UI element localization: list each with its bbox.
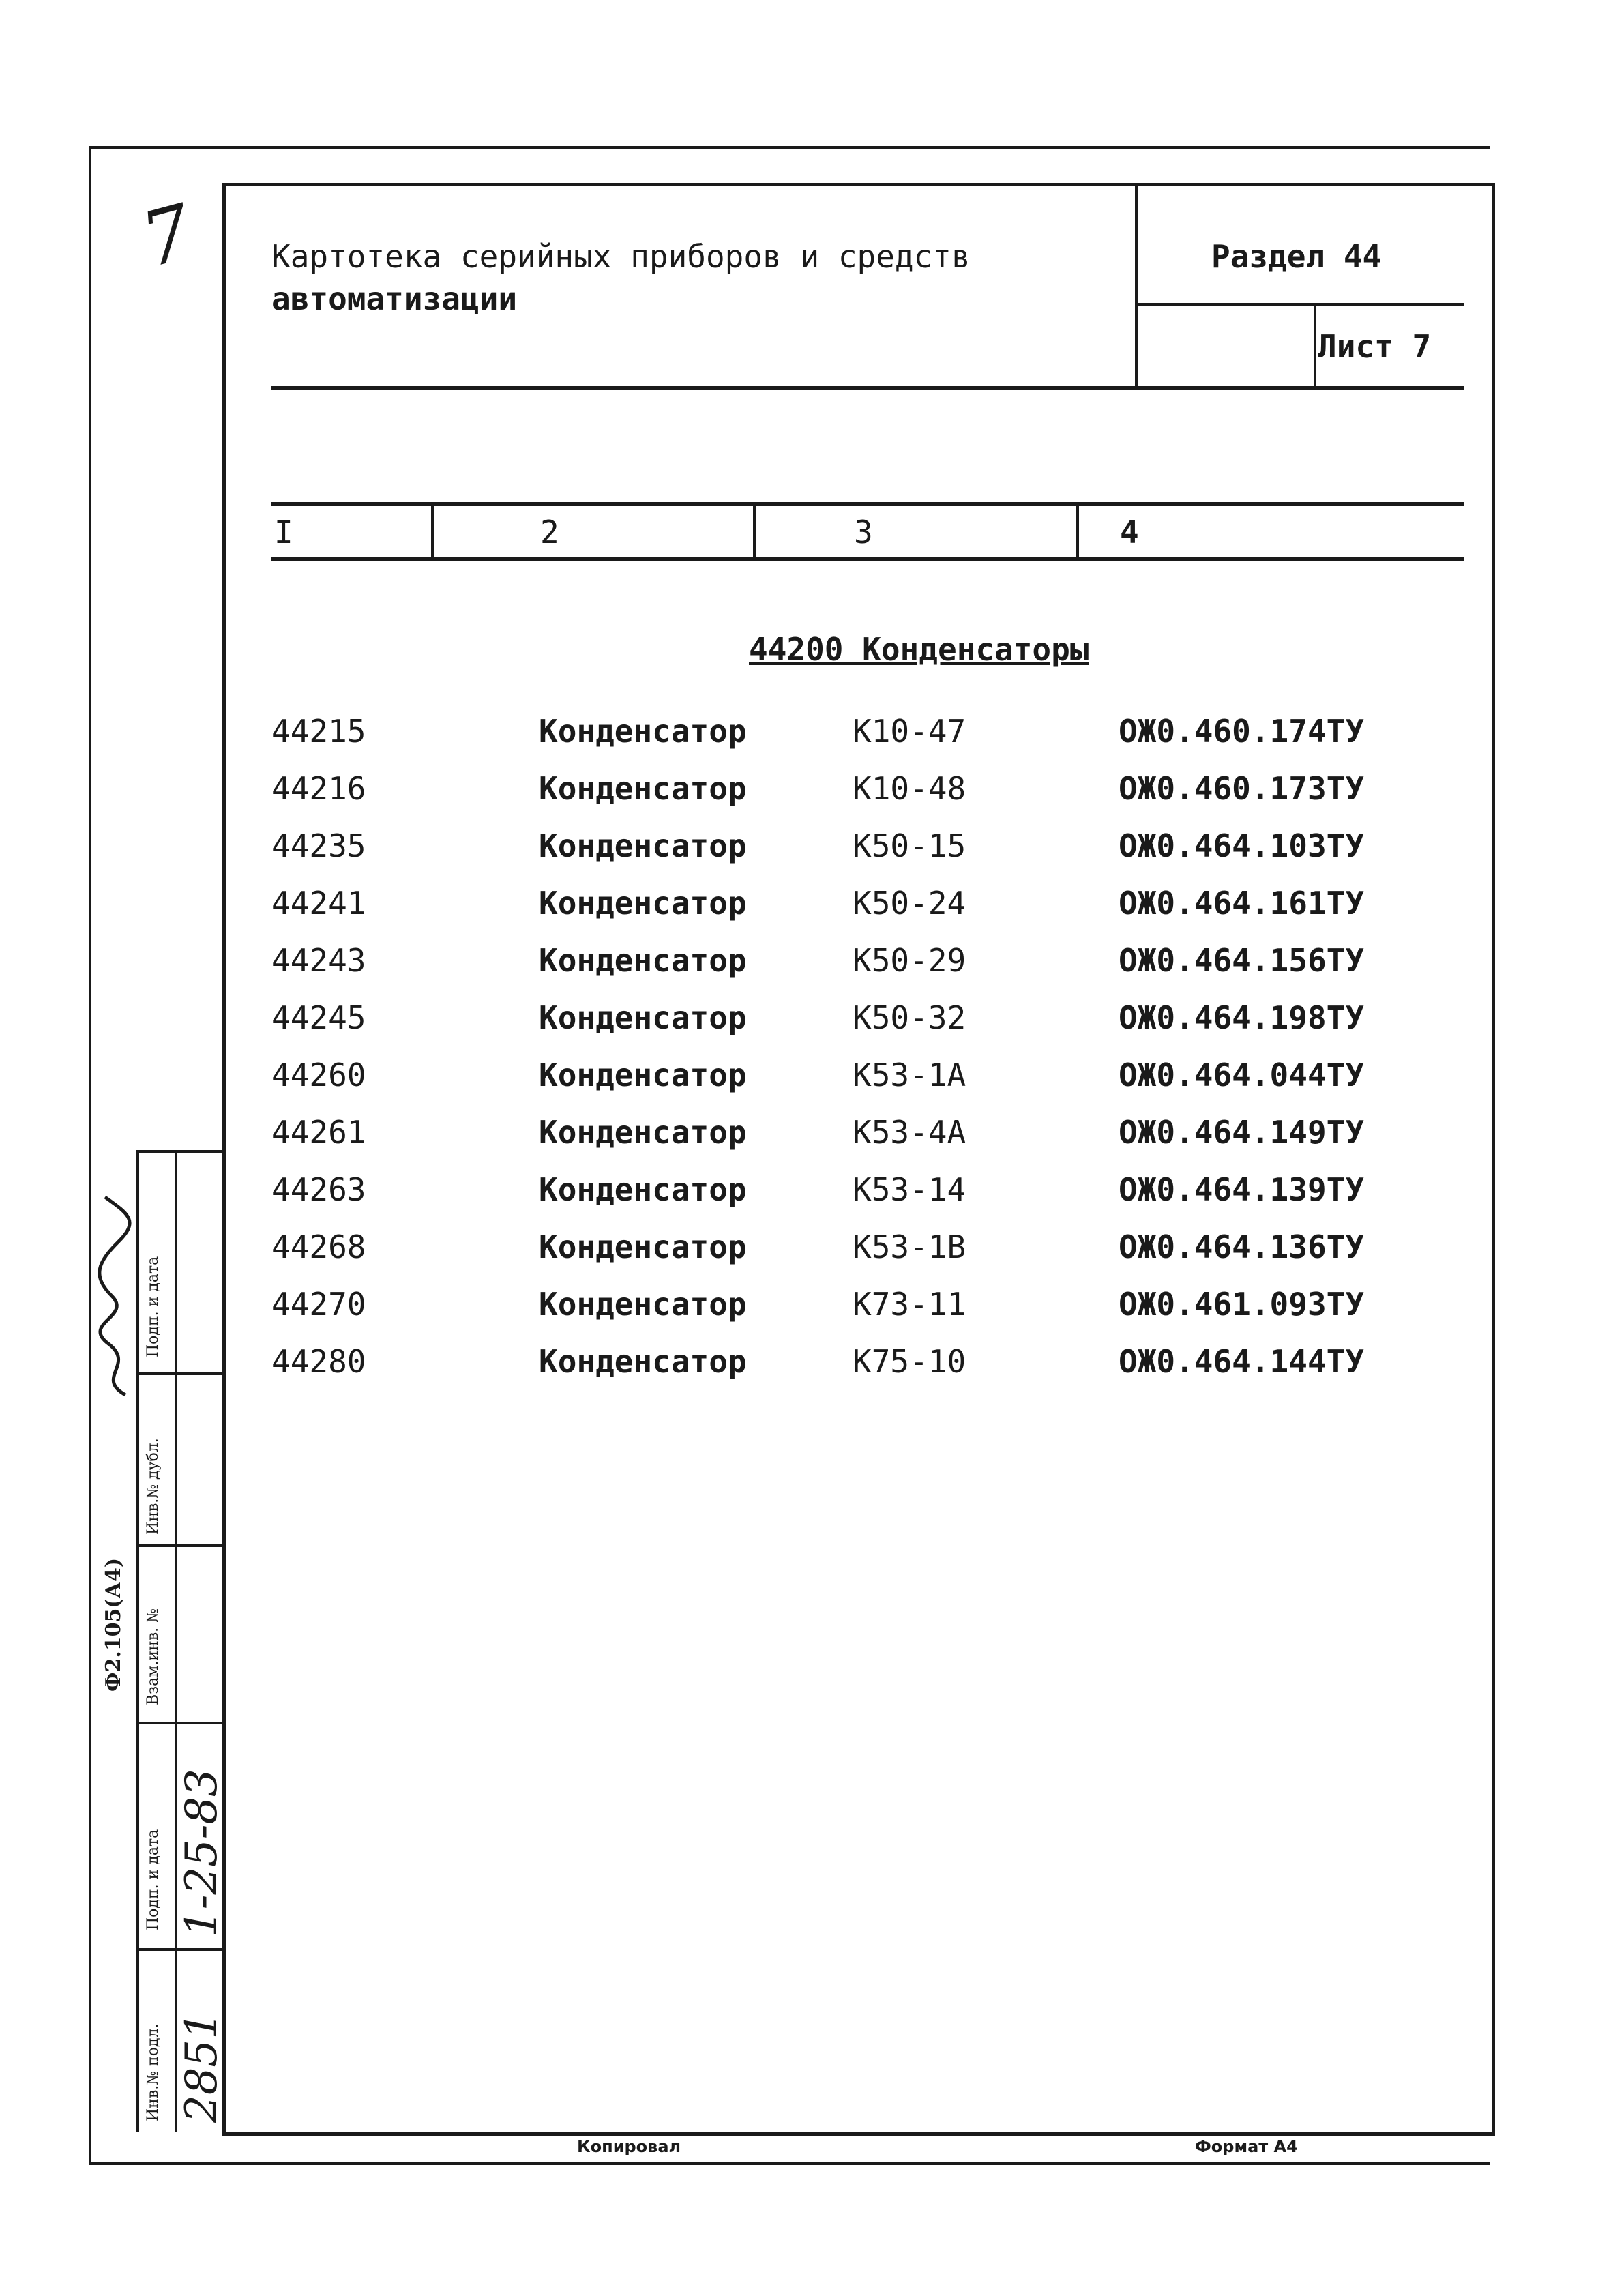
sheet-label: Лист 7 [1318,328,1432,365]
stamp-handwritten-date: 1-25-83 [177,1769,227,1937]
row-code: 44216 [271,770,366,807]
row-type: K73-11 [853,1286,966,1323]
row-name: Конденсатор [539,1343,747,1380]
row-name: Конденсатор [539,827,747,864]
frame-top [222,183,1495,186]
title-line-1: Картотека серийных приборов и средств [271,238,971,275]
row-spec: ОЖ0.460.174ТУ [1119,713,1365,750]
row-type: K10-47 [853,713,966,750]
row-name: Конденсатор [539,770,747,807]
row-name: Конденсатор [539,1057,747,1093]
row-spec: ОЖ0.461.093ТУ [1119,1286,1365,1323]
row-spec: ОЖ0.460.173ТУ [1119,770,1365,807]
signature-icon [91,1194,139,1398]
row-name: Конденсатор [539,1228,747,1265]
column-header-bottom-rule [271,557,1464,561]
section-divider [1136,303,1464,306]
title-line-2: автоматизации [271,280,518,317]
row-type: K53-1B [853,1228,966,1265]
row-spec: ОЖ0.464.149ТУ [1119,1114,1365,1151]
column-header-4: 4 [1120,514,1139,550]
group-heading: 44200 Конденсаторы [749,631,1089,668]
row-name: Конденсатор [539,1114,747,1151]
row-type: K53-14 [853,1171,966,1208]
row-code: 44270 [271,1286,366,1323]
row-code: 44243 [271,942,366,979]
stamp-divider-3 [136,1722,225,1724]
row-type: K50-32 [853,999,966,1036]
row-code: 44268 [271,1228,366,1265]
row-spec: ОЖ0.464.156ТУ [1119,942,1365,979]
row-type: K53-1A [853,1057,966,1093]
sheet-divider-vertical [1314,304,1316,389]
row-code: 44235 [271,827,366,864]
row-name: Конденсатор [539,1171,747,1208]
section-label: Раздел 44 [1211,238,1382,275]
row-spec: ОЖ0.464.136ТУ [1119,1228,1365,1265]
row-spec: ОЖ0.464.044ТУ [1119,1057,1365,1093]
title-bottom-rule [271,386,1464,390]
row-name: Конденсатор [539,713,747,750]
stamp-field-sign-date-1: Подп. и дата [145,1829,162,1930]
stamp-field-replaced-inv: Взам.инв. № [145,1608,162,1705]
row-code: 44215 [271,713,366,750]
stamp-mid-rule [175,1150,177,2132]
row-code: 44245 [271,999,366,1036]
column-header-top-rule [271,502,1464,506]
row-code: 44280 [271,1343,366,1380]
row-name: Конденсатор [539,999,747,1036]
page-border-top [89,146,1490,149]
row-spec: ОЖ0.464.198ТУ [1119,999,1365,1036]
row-name: Конденсатор [539,885,747,922]
row-type: K10-48 [853,770,966,807]
stamp-divider-2 [136,1544,225,1547]
column-divider-3 [1076,505,1079,558]
row-code: 44241 [271,885,366,922]
row-type: K50-29 [853,942,966,979]
row-spec: ОЖ0.464.103ТУ [1119,827,1365,864]
title-divider-vertical [1135,184,1138,389]
column-divider-1 [431,505,434,558]
stamp-divider-1 [136,1372,225,1375]
column-header-1: I [274,514,293,550]
row-name: Конденсатор [539,942,747,979]
footer-copied: Копировал [577,2137,681,2156]
column-divider-2 [753,505,756,558]
stamp-field-inv-dup: Инв.№ дубл. [145,1438,162,1535]
margin-handwritten-mark: 7 [132,188,202,284]
footer-format: Формат А4 [1195,2137,1298,2156]
row-spec: ОЖ0.464.161ТУ [1119,885,1365,922]
stamp-handwritten-signature [91,1194,147,1398]
frame-right [1492,183,1495,2135]
row-code: 44263 [271,1171,366,1208]
page-border-bottom [89,2162,1490,2165]
stamp-divider-4 [136,1948,225,1951]
column-header-3: 3 [854,514,873,550]
row-type: K75-10 [853,1343,966,1380]
stamp-handwritten-inv: 2851 [177,2012,227,2123]
row-type: K50-15 [853,827,966,864]
stamp-field-sign-date-2: Подп. и дата [145,1256,162,1357]
row-spec: ОЖ0.464.139ТУ [1119,1171,1365,1208]
row-code: 44261 [271,1114,366,1151]
row-type: K53-4A [853,1114,966,1151]
page-border-left [89,146,91,2165]
stamp-field-inv-orig: Инв.№ подл. [145,2023,162,2121]
row-code: 44260 [271,1057,366,1093]
frame-bottom [222,2132,1495,2136]
row-spec: ОЖ0.464.144ТУ [1119,1343,1365,1380]
row-type: K50-24 [853,885,966,922]
stamp-form-code: Ф2.105(А4) [102,1557,125,1692]
stamp-top-rule [136,1150,225,1153]
row-name: Конденсатор [539,1286,747,1323]
column-header-2: 2 [540,514,559,550]
